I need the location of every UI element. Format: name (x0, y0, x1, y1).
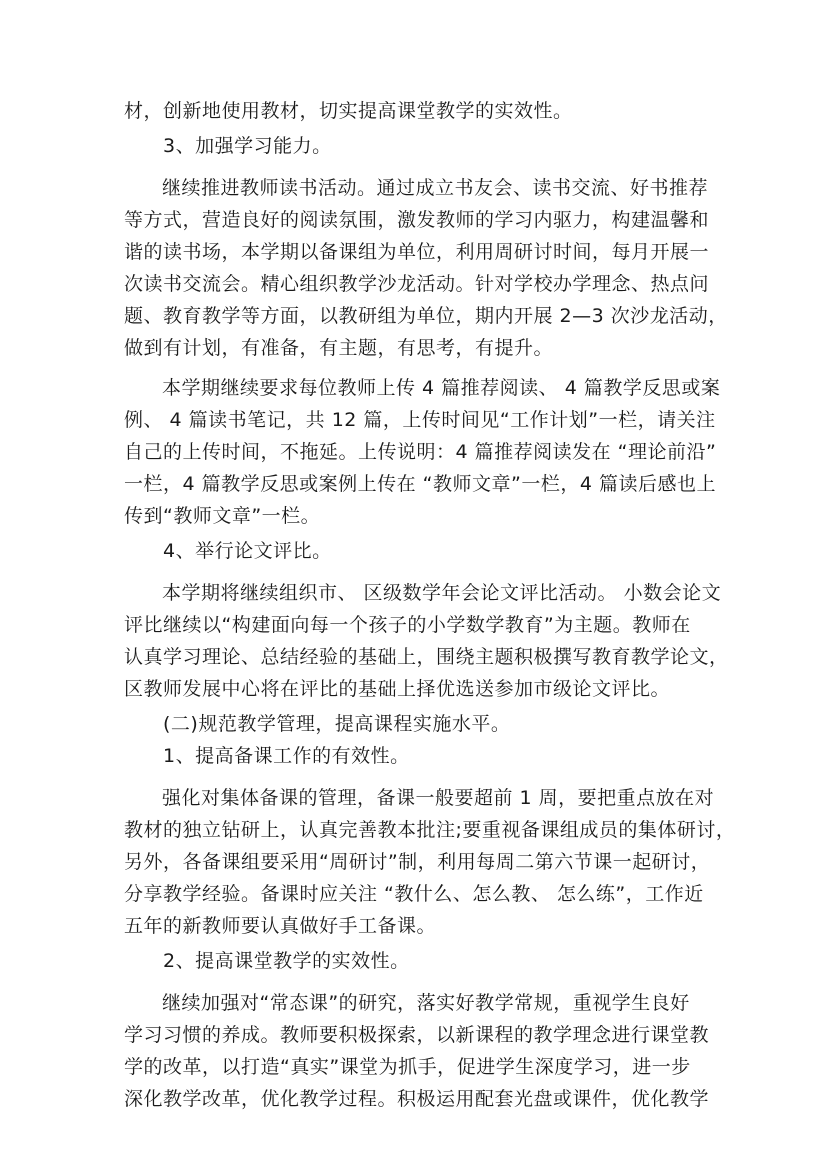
text-line: 传到“教师文章”一栏。 (124, 505, 321, 527)
text-line: 继续加强对“常态课”的研究，落实好教学常规，重视学生良好 (162, 992, 690, 1014)
heading-1: 1、提高备课工作的有效性。 (163, 745, 410, 767)
text-line: 题、教育教学等方面，以教研组为单位，期内开展 2—3 次沙龙活动， (124, 305, 728, 327)
text-line: 例、 4 篇读书笔记，共 12 篇，上传时间见“工作计划”一栏，请关注 (124, 409, 716, 431)
text-line: 另外，各备课组要采用“周研讨”制，利用每周二第六节课一起研讨， (124, 851, 711, 873)
text-line: 材，创新地使用教材，切实提高课堂教学的实效性。 (124, 100, 573, 122)
heading-2: 2、提高课堂教学的实效性。 (163, 950, 410, 972)
text-line: 本学期将继续组织市、 区级数学年会论文评比活动。 小数会论文 (162, 582, 722, 604)
text-line: 评比继续以“构建面向每一个孩子的小学数学教育”为主题。教师在 (124, 614, 691, 636)
text-line: 自己的上传时间，不拖延。上传说明：4 篇推荐阅读发在 “理论前沿” (124, 441, 717, 463)
text-line: 学的改革，以打造“真实”课堂为抓手，促进学生深度学习，进一步 (124, 1056, 691, 1078)
text-line: 学习习惯的养成。教师要积极探索，以新课程的教学理念进行课堂教 (124, 1024, 710, 1046)
text-line: 本学期继续要求每位教师上传 4 篇推荐阅读、 4 篇教学反思或案 (162, 377, 721, 399)
text-line: 一栏，4 篇教学反思或案例上传在 “教师文章”一栏，4 篇读后感也上 (124, 473, 716, 495)
text-line: 深化教学改革，优化教学过程。积极运用配套光盘或课件，优化教学 (124, 1088, 710, 1110)
text-line: 做到有计划，有准备，有主题，有思考，有提升。 (124, 337, 554, 359)
text-line: 教材的独立钻研上，认真完善教本批注;要重视备课组成员的集体研讨， (124, 819, 736, 841)
text-line: 继续推进教师读书活动。通过成立书友会、读书交流、好书推荐 (162, 177, 709, 199)
text-line: 谐的读书场，本学期以备课组为单位，利用周研讨时间，每月开展一 (124, 241, 710, 263)
text-line: 五年的新教师要认真做好手工备课。 (124, 915, 437, 937)
text-line: 强化对集体备课的管理，备课一般要超前 1 周，要把重点放在对 (162, 787, 715, 809)
text-line: 分享教学经验。备课时应关注 “教什么、怎么教、 怎么练”，工作近 (124, 883, 704, 905)
heading-4: 4、举行论文评比。 (163, 540, 332, 562)
text-line: 等方式，营造良好的阅读氛围，激发教师的学习内驱力，构建温馨和 (124, 209, 710, 231)
text-line: 次读书交流会。精心组织教学沙龙活动。针对学校办学理念、热点问 (124, 273, 710, 295)
text-line: 认真学习理论、总结经验的基础上，围绕主题积极撰写教育教学论文， (124, 646, 729, 668)
section-heading: (二)规范教学管理，提高课程实施水平。 (163, 713, 511, 735)
heading-3: 3、加强学习能力。 (163, 135, 332, 157)
text-line: 区教师发展中心将在评比的基础上择优选送参加市级论文评比。 (124, 678, 671, 700)
